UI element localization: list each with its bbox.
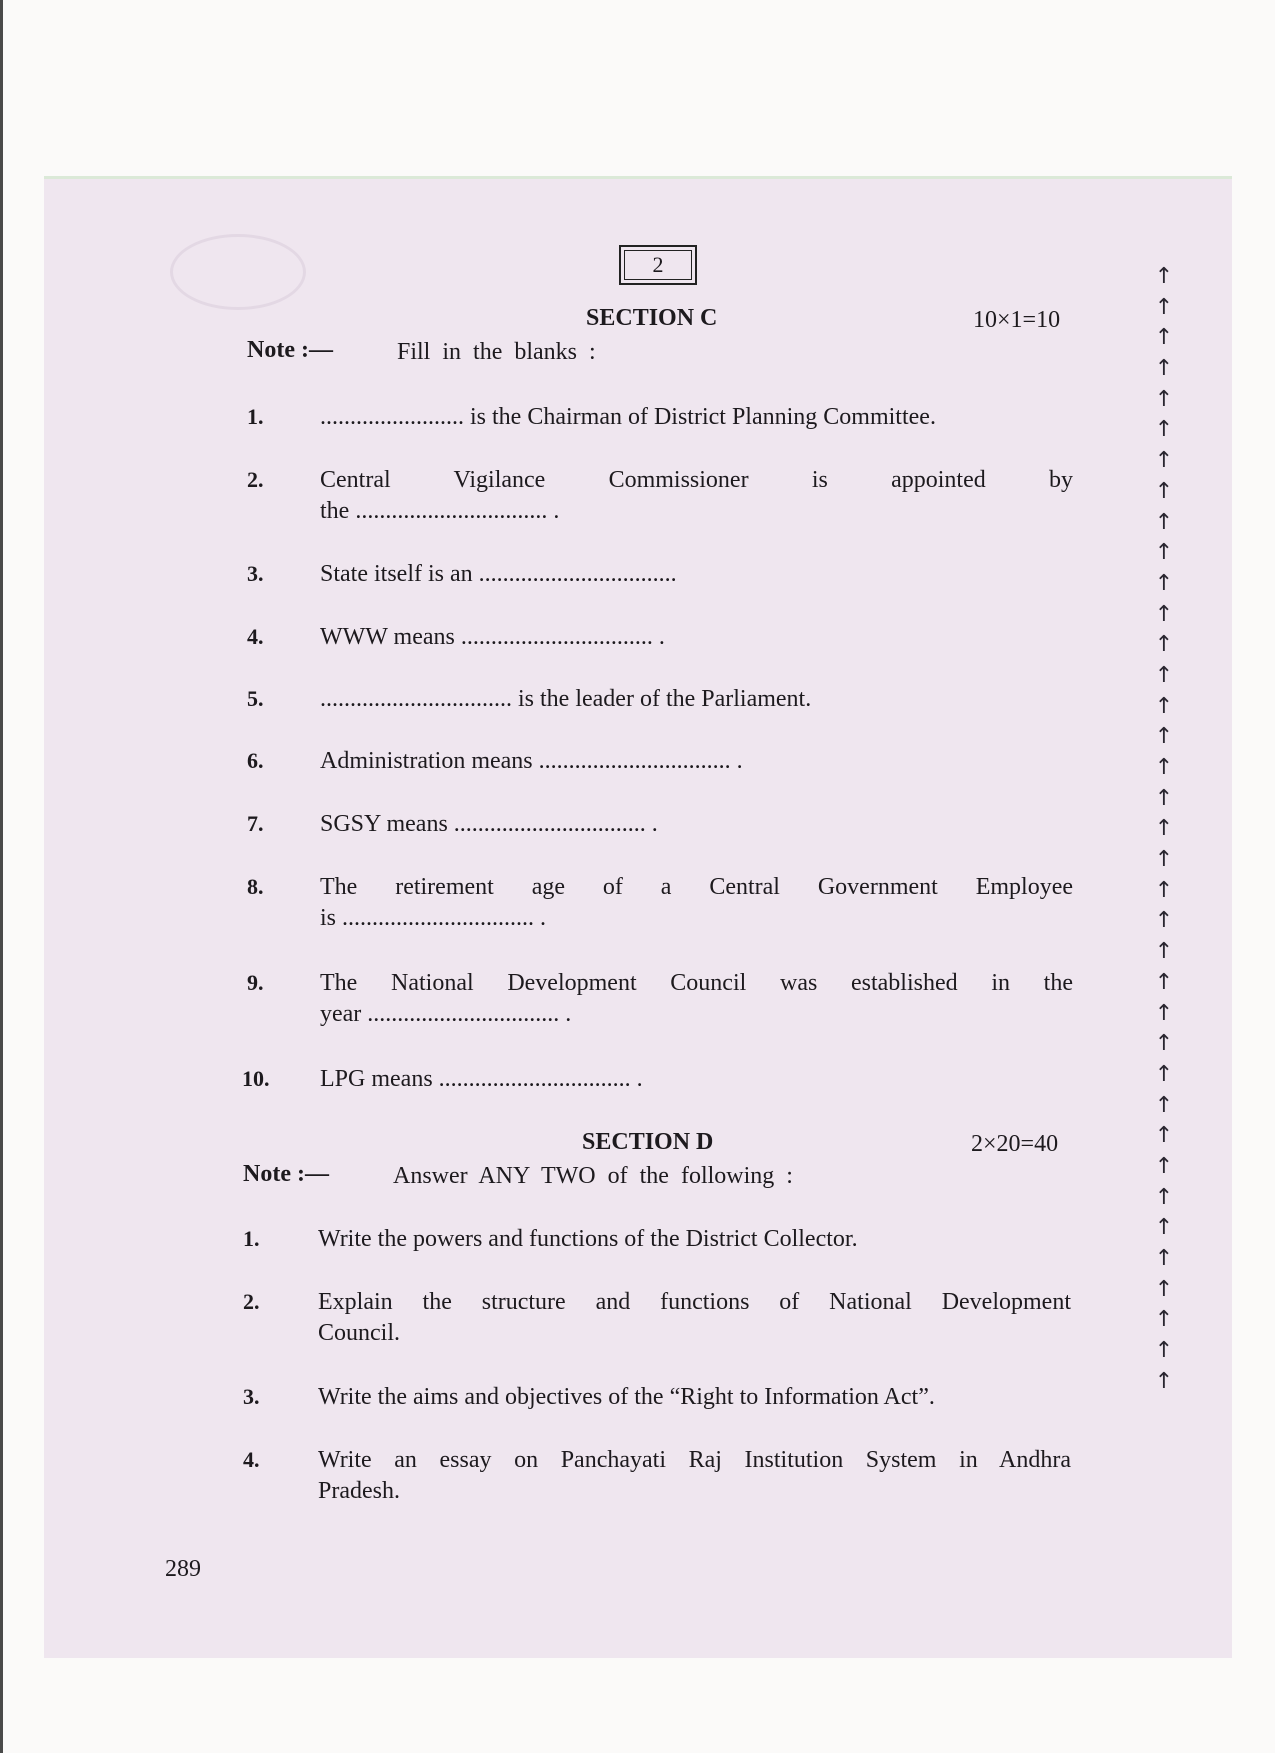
- faint-seal-icon: [170, 234, 306, 310]
- up-arrow-icon: ↑: [1154, 877, 1174, 903]
- up-arrow-icon: ↑: [1154, 509, 1174, 535]
- page-box: [619, 245, 697, 285]
- d-question-4-line-2: Pradesh.: [318, 1478, 400, 1504]
- up-arrow-icon: ↑: [1154, 969, 1174, 995]
- c-question-6: Administration means ................................ .: [320, 748, 743, 774]
- paper-sheet: [44, 178, 1232, 1658]
- section-c-note-text: Fill in the blanks :: [397, 339, 596, 365]
- d-question-4-line-1: Write an essay on Panchayati Raj Institution System in Andhra: [318, 1447, 1071, 1473]
- up-arrow-icon: ↑: [1154, 755, 1174, 780]
- section-c-title: SECTION C: [586, 305, 718, 331]
- d-question-1: Write the powers and functions of the District Collector.: [318, 1226, 858, 1252]
- c-question-3: State itself is an .................................: [320, 561, 677, 587]
- up-arrow-icon: ↑: [1154, 264, 1174, 289]
- up-arrow-icon: ↑: [1154, 294, 1174, 320]
- c-question-number: 3.: [247, 561, 264, 586]
- up-arrow-icon: ↑: [1154, 540, 1174, 566]
- d-question-number: 2.: [243, 1289, 260, 1314]
- up-arrow-icon: ↑: [1154, 1123, 1174, 1149]
- d-question-2-line-2: Council.: [318, 1320, 400, 1346]
- margin-arrow-column: [1152, 262, 1176, 1397]
- c-question-9-line-1: The National Development Council was established in the: [320, 970, 1073, 996]
- c-question-4: WWW means ................................ .: [320, 624, 665, 650]
- up-arrow-icon: ↑: [1154, 570, 1174, 596]
- up-arrow-icon: ↑: [1154, 601, 1174, 627]
- c-question-number: 7.: [247, 811, 264, 836]
- c-question-number: 4.: [247, 624, 264, 649]
- up-arrow-icon: ↑: [1154, 356, 1174, 382]
- up-arrow-icon: ↑: [1154, 1276, 1174, 1302]
- up-arrow-icon: ↑: [1154, 816, 1174, 842]
- section-d-title: SECTION D: [582, 1129, 714, 1155]
- up-arrow-icon: ↑: [1154, 847, 1174, 873]
- c-question-number: 2.: [247, 467, 264, 492]
- up-arrow-icon: ↑: [1154, 1368, 1174, 1394]
- page-box-number: 2: [624, 250, 692, 280]
- up-arrow-icon: ↑: [1154, 939, 1174, 965]
- d-question-number: 1.: [243, 1226, 260, 1251]
- c-question-number: 1.: [247, 404, 264, 429]
- d-question-3: Write the aims and objectives of the “Right to Information Act”.: [318, 1384, 935, 1410]
- up-arrow-icon: ↑: [1154, 632, 1174, 658]
- section-c-note-label: Note :—: [247, 337, 333, 363]
- up-arrow-icon: ↑: [1154, 1215, 1174, 1241]
- section-c-marks: 10×1=10: [973, 307, 1061, 333]
- c-question-5: ................................ is the leader of the Parliament.: [320, 686, 812, 712]
- up-arrow-icon: ↑: [1154, 1184, 1174, 1210]
- section-d-note-label: Note :—: [243, 1161, 329, 1187]
- scan-edge: [0, 0, 3, 1753]
- up-arrow-icon: ↑: [1154, 478, 1174, 504]
- section-d-marks: 2×20=40: [971, 1131, 1059, 1157]
- c-question-9-line-2: year ................................ .: [320, 1001, 572, 1027]
- c-question-number: 10.: [242, 1066, 270, 1091]
- c-question-2-line-2: the ................................ .: [320, 498, 560, 524]
- up-arrow-icon: ↑: [1154, 325, 1174, 351]
- up-arrow-icon: ↑: [1154, 1246, 1174, 1271]
- d-question-number: 3.: [243, 1384, 260, 1409]
- up-arrow-icon: ↑: [1154, 1153, 1174, 1179]
- page-number: 289: [165, 1556, 201, 1582]
- sheet-top-edge: [44, 176, 1232, 179]
- up-arrow-icon: ↑: [1154, 1000, 1174, 1026]
- c-question-8-line-2: is ................................ .: [320, 905, 547, 931]
- c-question-number: 5.: [247, 686, 264, 711]
- up-arrow-icon: ↑: [1154, 662, 1174, 688]
- c-question-8-line-1: The retirement age of a Central Government Employee: [320, 874, 1073, 900]
- up-arrow-icon: ↑: [1154, 785, 1174, 811]
- up-arrow-icon: ↑: [1154, 386, 1174, 412]
- up-arrow-icon: ↑: [1154, 1307, 1174, 1333]
- c-question-7: SGSY means ................................ .: [320, 811, 658, 837]
- c-question-number: 8.: [247, 874, 264, 899]
- c-question-2-line-1: Central Vigilance Commissioner is appointed by: [320, 467, 1073, 493]
- c-question-number: 9.: [247, 970, 264, 995]
- up-arrow-icon: ↑: [1154, 417, 1174, 443]
- up-arrow-icon: ↑: [1154, 448, 1174, 474]
- up-arrow-icon: ↑: [1154, 724, 1174, 750]
- c-question-1: ........................ is the Chairman of District Planning Committee.: [320, 404, 936, 430]
- up-arrow-icon: ↑: [1154, 1092, 1174, 1118]
- d-question-2-line-1: Explain the structure and functions of National Development: [318, 1289, 1071, 1315]
- up-arrow-icon: ↑: [1154, 693, 1174, 719]
- up-arrow-icon: ↑: [1154, 1031, 1174, 1057]
- section-d-note-text: Answer ANY TWO of the following :: [393, 1163, 793, 1189]
- c-question-10: LPG means ................................ .: [320, 1066, 643, 1092]
- up-arrow-icon: ↑: [1154, 1338, 1174, 1364]
- up-arrow-icon: ↑: [1154, 908, 1174, 934]
- up-arrow-icon: ↑: [1154, 1061, 1174, 1087]
- c-question-number: 6.: [247, 748, 264, 773]
- d-question-number: 4.: [243, 1447, 260, 1472]
